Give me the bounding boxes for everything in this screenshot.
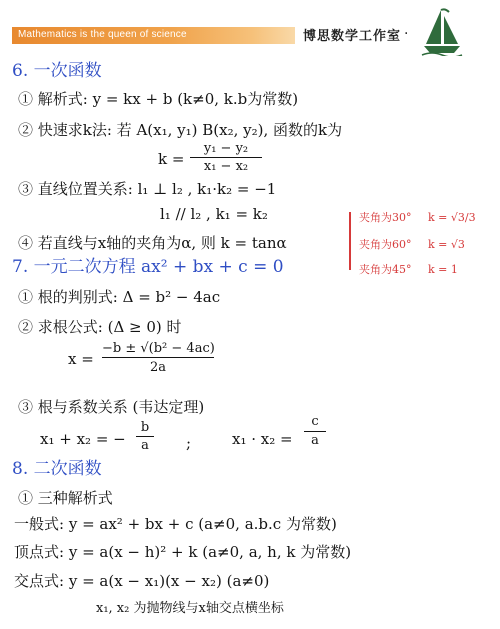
s6-line-2: ② 快速求k法: 若 A(x₁, y₁) B(x₂, y₂), 函数的k为 (18, 121, 343, 139)
s8-line-1: ① 三种解析式 (18, 489, 113, 507)
s6-line-4: ④ 若直线与x轴的夹角为α, 则 k = tanα (18, 234, 287, 252)
vieta-separator: ; (186, 434, 192, 452)
s8-general-form: 一般式: y = ax² + bx + c (a≠0, a.b.c 为常数) (14, 515, 337, 533)
side-note-1-value: k = √3/3 (428, 211, 476, 224)
x-fraction-bar (102, 357, 214, 358)
k-fraction-bar (190, 157, 262, 158)
side-note-1-label: 夹角为30° (359, 211, 412, 224)
vieta-product-bar (304, 431, 326, 432)
side-note-bracket (349, 212, 351, 270)
vieta-product-label: x₁ · x₂ = (232, 430, 293, 448)
studio-name: 博思数学工作室 (303, 29, 402, 44)
x-label: x = (68, 350, 94, 368)
s7-line-1: ① 根的判别式: Δ = b² − 4ac (18, 288, 221, 306)
sailboat-logo-icon (418, 6, 466, 56)
banner-text: Mathematics is the queen of science (18, 29, 187, 40)
s8-intercept-note: x₁, x₂ 为抛物线与x轴交点横坐标 (96, 601, 284, 616)
x-numerator: −b ± √(b² − 4ac) (102, 341, 215, 356)
vieta-sum-label: x₁ + x₂ = − (40, 430, 126, 448)
side-note-3-value: k = 1 (428, 263, 458, 276)
side-note-2-label: 夹角为60° (359, 238, 412, 251)
s7-line-2: ② 求根公式: (Δ ≥ 0) 时 (18, 318, 182, 336)
page-header (0, 0, 500, 62)
s8-intercept-form: 交点式: y = a(x − x₁)(x − x₂) (a≠0) (14, 572, 270, 590)
k-numerator: y₁ − y₂ (203, 141, 249, 156)
s6-line-3a: ③ 直线位置关系: l₁ ⊥ l₂ , k₁·k₂ = −1 (18, 180, 277, 198)
section-6-heading: 6. 一次函数 (12, 61, 102, 81)
s8-vertex-form: 顶点式: y = a(x − h)² + k (a≠0, a, h, k 为常数) (14, 543, 352, 561)
x-denominator: 2a (149, 360, 167, 375)
vieta-sum-bar (136, 436, 154, 437)
header-dot: · (404, 26, 409, 42)
vieta-product-denominator: a (311, 433, 319, 448)
vieta-product-numerator: c (311, 414, 319, 429)
side-note-2-value: k = √3 (428, 238, 465, 251)
vieta-sum-denominator: a (141, 438, 149, 453)
banner (12, 27, 295, 44)
s6-line-1: ① 解析式: y = kx + b (k≠0, k.b为常数) (18, 90, 299, 108)
s7-line-3: ③ 根与系数关系 (韦达定理) (18, 398, 205, 416)
vieta-sum-numerator: b (140, 420, 150, 435)
section-8-heading: 8. 二次函数 (12, 459, 102, 479)
s6-line-3b: l₁ // l₂ , k₁ = k₂ (160, 205, 268, 223)
side-note-3-label: 夹角为45° (359, 263, 412, 276)
k-label: k = (158, 150, 185, 168)
k-denominator: x₁ − x₂ (203, 159, 249, 174)
section-7-heading: 7. 一元二次方程 ax² + bx + c = 0 (12, 257, 284, 277)
